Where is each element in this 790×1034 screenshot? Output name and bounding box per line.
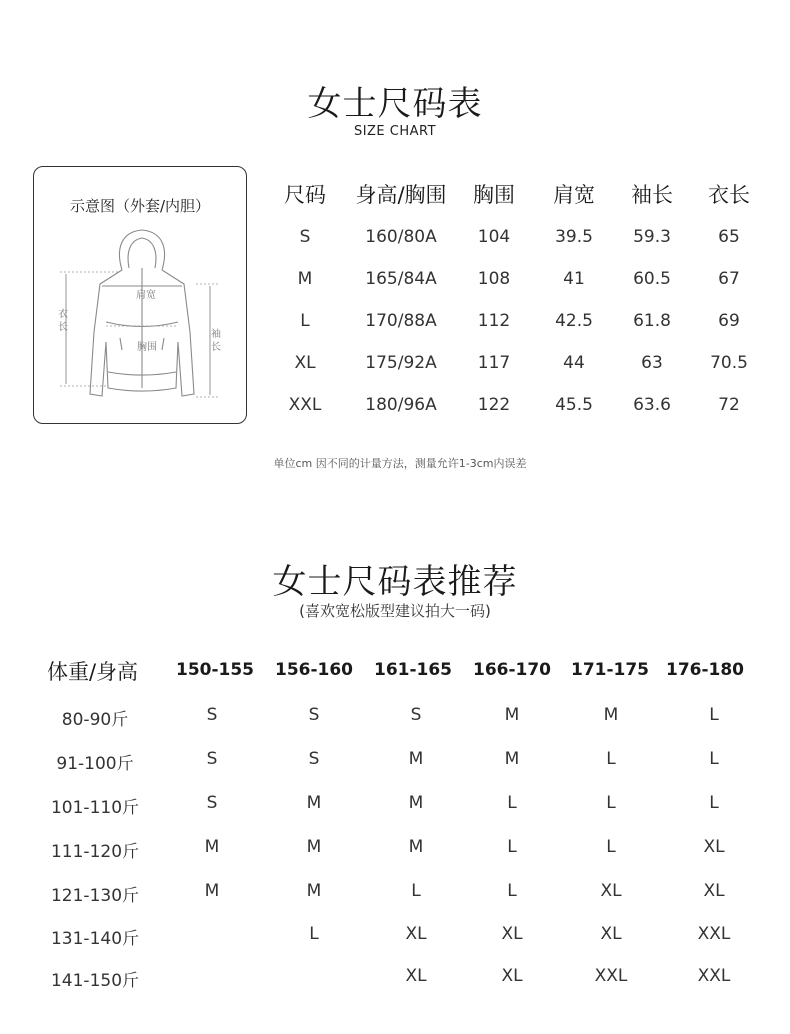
size-table-cell: 160/80A xyxy=(365,227,437,247)
size-table-cell: 122 xyxy=(477,395,511,415)
jacket-hood xyxy=(119,230,164,270)
jacket-illustration xyxy=(50,222,235,407)
size-table-cell: 117 xyxy=(477,353,511,373)
size-table-header: 身高/胸围 xyxy=(355,183,447,207)
weight-range-label: 121-130斤 xyxy=(50,886,140,906)
recommended-size: XL xyxy=(600,881,622,901)
size-table-cell: 70.5 xyxy=(710,353,748,373)
recommended-size: M xyxy=(204,881,220,901)
recommendation-header: 体重/身高 xyxy=(46,660,139,684)
recommended-size: L xyxy=(411,881,421,901)
recommended-size: L xyxy=(507,793,517,813)
recommended-size: M xyxy=(504,705,520,725)
recommended-size: M xyxy=(504,749,520,769)
recommended-size: S xyxy=(206,793,218,813)
size-chart-subtitle: SIZE CHART xyxy=(353,124,437,139)
sleeve-tag: 袖长 xyxy=(211,329,221,353)
recommended-size: L xyxy=(709,749,719,769)
recommended-size: L xyxy=(606,749,616,769)
measurement-note: 单位cm 因不同的计量方法，测量允许1-3cm内误差 xyxy=(273,457,527,470)
recommended-size: M xyxy=(306,881,322,901)
size-table-cell: L xyxy=(300,311,310,331)
size-table-cell: 44 xyxy=(563,353,585,373)
size-chart-title: 女士尺码表 xyxy=(307,84,483,124)
recommendation-header: 176-180 xyxy=(665,660,745,680)
weight-range-label: 131-140斤 xyxy=(50,929,140,949)
recommended-size: XXL xyxy=(697,966,731,986)
recommended-size: M xyxy=(306,837,322,857)
recommended-size: XL xyxy=(600,924,622,944)
size-table-cell: 69 xyxy=(718,311,740,331)
recommended-size: M xyxy=(204,837,220,857)
shoulder-tag: 肩宽 xyxy=(136,290,156,301)
size-table-cell: 65 xyxy=(718,227,740,247)
size-table-header: 尺码 xyxy=(284,183,326,207)
size-table-cell: 175/92A xyxy=(365,353,437,373)
size-table-cell: 104 xyxy=(477,227,511,247)
size-table-cell: 41 xyxy=(563,269,585,289)
recommendation-header: 150-155 xyxy=(175,660,255,680)
recommended-size: S xyxy=(308,705,320,725)
size-table-cell: XL xyxy=(294,353,316,373)
length-tag: 衣长 xyxy=(58,309,68,333)
size-table-cell: XXL xyxy=(288,395,322,415)
weight-range-label: 80-90斤 xyxy=(61,710,129,730)
size-table-cell: 165/84A xyxy=(365,269,437,289)
recommended-size: S xyxy=(206,705,218,725)
size-table-cell: 39.5 xyxy=(555,227,593,247)
recommended-size: S xyxy=(308,749,320,769)
size-table-cell: 180/96A xyxy=(365,395,437,415)
weight-range-label: 101-110斤 xyxy=(50,798,140,818)
diagram-label: 示意图（外套/内胆） xyxy=(69,197,211,215)
recommended-size: XL xyxy=(501,924,523,944)
recommended-size: S xyxy=(410,705,422,725)
size-table-cell: 45.5 xyxy=(555,395,593,415)
recommended-size: M xyxy=(408,837,424,857)
recommended-size: M xyxy=(306,793,322,813)
size-table-header: 胸围 xyxy=(473,183,515,207)
size-table-cell: M xyxy=(297,269,313,289)
recommendation-header: 156-160 xyxy=(274,660,354,680)
size-table-cell: 63 xyxy=(641,353,663,373)
recommendation-title: 女士尺码表推荐 xyxy=(272,562,518,602)
size-table-cell: 59.3 xyxy=(633,227,671,247)
jacket-pocket-left xyxy=(120,338,122,350)
recommended-size: S xyxy=(206,749,218,769)
weight-range-label: 111-120斤 xyxy=(50,842,140,862)
size-table-cell: 42.5 xyxy=(555,311,593,331)
size-table-cell: 108 xyxy=(477,269,511,289)
jacket-hood-inner xyxy=(128,238,156,268)
recommended-size: XL xyxy=(703,881,725,901)
recommended-size: L xyxy=(606,837,616,857)
recommended-size: L xyxy=(507,881,517,901)
recommended-size: L xyxy=(507,837,517,857)
recommended-size: XL xyxy=(501,966,523,986)
size-table-cell: 61.8 xyxy=(633,311,671,331)
recommended-size: M xyxy=(603,705,619,725)
size-table-cell: 112 xyxy=(477,311,511,331)
size-table-cell: 60.5 xyxy=(633,269,671,289)
size-table-header: 袖长 xyxy=(631,183,673,207)
size-table-cell: 72 xyxy=(718,395,740,415)
recommended-size: M xyxy=(408,749,424,769)
recommended-size: XL xyxy=(405,966,427,986)
recommended-size: XXL xyxy=(697,924,731,944)
recommendation-header: 171-175 xyxy=(570,660,650,680)
size-table-header: 肩宽 xyxy=(553,183,595,207)
recommended-size: M xyxy=(408,793,424,813)
weight-range-label: 141-150斤 xyxy=(50,971,140,991)
recommended-size: L xyxy=(709,793,719,813)
recommended-size: L xyxy=(709,705,719,725)
size-table-cell: 67 xyxy=(718,269,740,289)
size-table-header: 衣长 xyxy=(708,183,750,207)
size-table-cell: S xyxy=(299,227,311,247)
recommended-size: XL xyxy=(703,837,725,857)
weight-range-label: 91-100斤 xyxy=(56,754,134,774)
recommendation-header: 166-170 xyxy=(472,660,552,680)
recommended-size: L xyxy=(309,924,319,944)
chest-tag: 胸围 xyxy=(137,342,157,353)
recommended-size: XL xyxy=(405,924,427,944)
recommended-size: XXL xyxy=(594,966,628,986)
recommendation-subtitle: (喜欢宽松版型建议拍大一码) xyxy=(299,602,491,620)
recommended-size: L xyxy=(606,793,616,813)
recommendation-header: 161-165 xyxy=(373,660,453,680)
size-table-cell: 170/88A xyxy=(365,311,437,331)
size-table-cell: 63.6 xyxy=(633,395,671,415)
